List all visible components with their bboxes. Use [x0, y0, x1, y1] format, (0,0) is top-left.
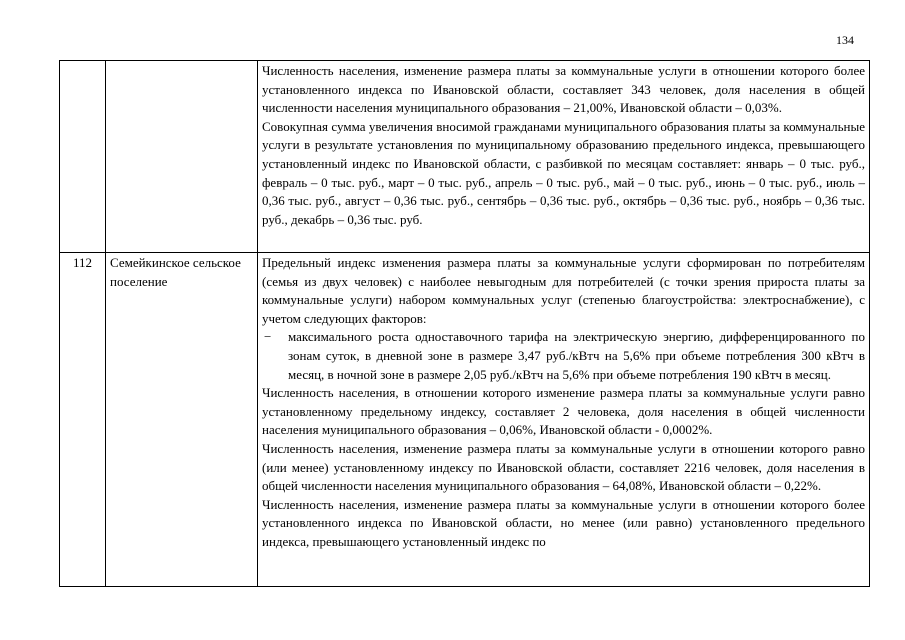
municipality-table [59, 60, 870, 587]
paragraph: Совокупная сумма увеличения вносимой гражданами муниципального образования платы за коммунальные услуги в результате установления по муниципальному образованию предельного индекса, превышающего установленный индекс по Ивановской области, с разбивкой по месяцам составляет: январь – 0 тыс. руб., февраль – 0 тыс. руб., март – 0 тыс. руб., апрель – 0 тыс. руб., май – 0 тыс. руб., июнь – 0 тыс. руб., июль – 0,36 тыс. руб., август – 0,36 тыс. руб., сентябрь – 0,36 тыс. руб., октябрь – 0,36 тыс. руб., ноябрь – 0,36 тыс. руб., декабрь – 0,36 тыс. руб. [262, 118, 865, 227]
municipality-name-cell: Семейкинское сельское поселение [106, 253, 258, 587]
paragraph: Численность населения, в отношении которого изменение размера платы за коммунальные услуги равно установленному предельному индексу, составляет 2 человека, доля населения в общей численности населения муниципального образования – 0,06%, Ивановской области - 0,0002%. [262, 385, 865, 438]
dash-bullet: − [264, 329, 272, 345]
page-number: 134 [836, 33, 854, 47]
bullet-item [262, 328, 865, 384]
paragraph: Численность населения, изменение размера платы за коммунальные услуги в отношении которого более установленного индекса по Ивановской области, составляет 343 человек, доля населения в общей численности населения муниципального образования – 21,00%, Ивановской области – 0,03%. [262, 63, 865, 116]
paragraph: Численность населения, изменение размера платы за коммунальные услуги в отношении которого равно (или менее) установленному индексу по Ивановской области, составляет 2216 человек, доля населения в общей численности населения муниципального образования – 64,08%, Ивановской области – 0,22%. [262, 440, 865, 494]
row-number-cell: 112 [60, 253, 106, 587]
table-row [60, 253, 870, 587]
paragraph: Предельный индекс изменения размера платы за коммунальные услуги сформирован по потребителям (семья из двух человек) с наиболее невыгодным для потребителей (с точки зрения прироста платы за коммунальные услуги) набором коммунальных услуг (степенью благоустройства: электроснабжение), с учетом следующих факторов: [262, 255, 865, 326]
table-row [60, 61, 870, 253]
bullet-text: максимального роста одноставочного тарифа на электрическую энергию, дифференцированного по зонам суток, в дневной зоне в размере 3,47 руб./кВтч на 5,6% при объеме потребления 300 кВтч в месяц, в ночной зоне в размере 2,05 руб./кВтч на 5,6% при объеме потребления 190 кВтч в месяц. [288, 329, 865, 382]
row-number-cell [60, 61, 106, 253]
description-cell [258, 61, 870, 253]
description-cell [258, 253, 870, 587]
paragraph: Численность населения, изменение размера платы за коммунальные услуги в отношении которого более установленного индекса по Ивановской области, но менее (или равно) установленного предельного индекса, превышающего установленный индекс по [262, 496, 865, 549]
municipality-name-cell [106, 61, 258, 253]
